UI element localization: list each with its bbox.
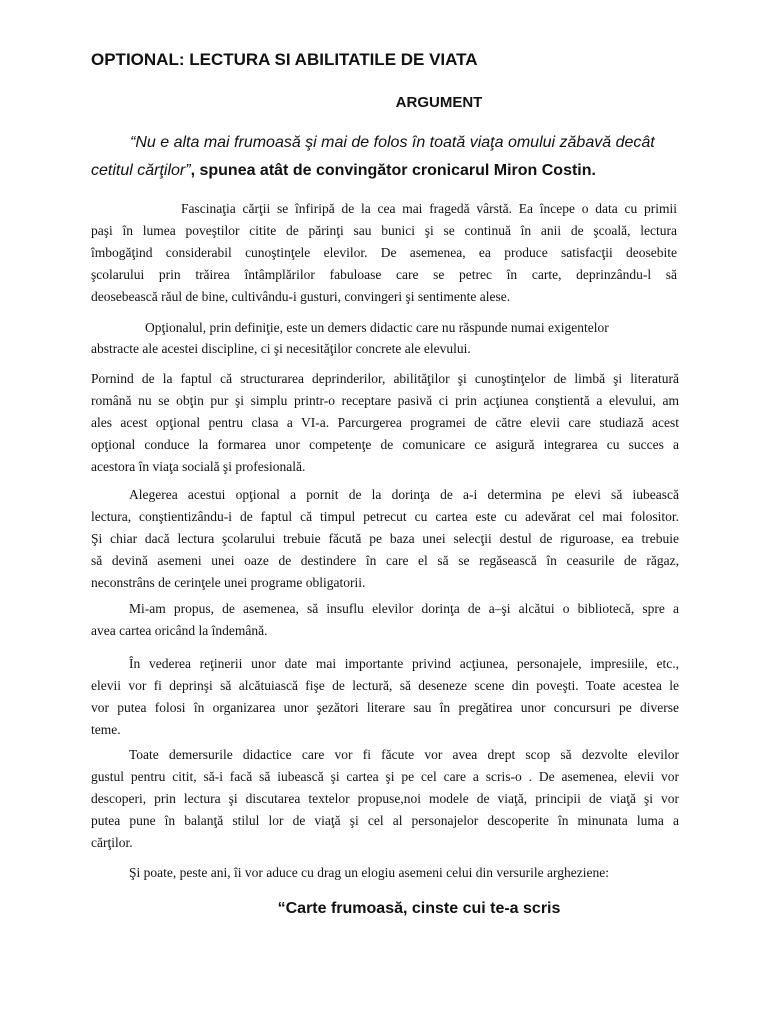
paragraph-line: şcolarului prin trăirea întâmplărilor fabuloase care se petrec în carte, deprinzându-l să [91, 267, 677, 282]
paragraph-8 [91, 862, 679, 884]
paragraph-line: deosebească răul de bine, cultivându-i gusturi, convingeri şi sentimente alese. [91, 289, 511, 304]
paragraph-3 [91, 368, 679, 478]
paragraph-line: Fascinaţia cărţii se înfiripă de la cea mai fragedă vârstă. Ea începe o data cu primii [181, 201, 677, 216]
opening-quote-line-2 [91, 157, 681, 185]
paragraph-line: Şi poate, peste ani, îi vor aduce cu drag un elogiu asemeni celui din versurile argheziene: [129, 865, 609, 880]
paragraph-line: putea pune în balanţă stilul lor de viaţă şi cel al personajelor descoperite în minunata luma a [91, 813, 679, 828]
document-subtitle: ARGUMENT [395, 94, 483, 111]
opening-quote [91, 129, 681, 185]
paragraph-line: neconstrâns de cerinţele unei programe obligatorii. [91, 575, 366, 590]
paragraph-line: ales acest opţional pentru clasa a VI-a. Parcurgerea programei de către elevii care studiază acest [91, 415, 679, 430]
opening-quote-italic-1: “Nu e alta mai frumoasă şi mai de folos în toată viaţa omului zăbavă decât [130, 134, 655, 151]
paragraph-line: În vederea reţinerii unor date mai importante privind acţiunea, personajele, impresiile, etc., [129, 656, 679, 671]
paragraph-line: opţional conduce la formarea unor competenţe de comunicare ce asigură integrarea cu succes a [91, 437, 679, 452]
paragraph-line: paşi în lumea poveştilor citite de părinţi sau bunici şi se continuă în anii de şcoală, lectura [91, 223, 677, 238]
paragraph-1 [91, 198, 677, 308]
paragraph-line: avea cartea oricând la îndemână. [91, 623, 268, 638]
paragraph-6 [91, 653, 679, 741]
opening-quote-line-1 [91, 129, 681, 157]
paragraph-line: îmbogăţind considerabil cunoştinţele elevilor. De asemenea, ea produce satisfacţii deosebite [91, 245, 677, 260]
paragraph-line: Mi-am propus, de asemenea, să insuflu elevilor dorinţa de a–şi alcătui o bibliotecă, spre a [129, 601, 679, 616]
paragraph-line: elevii vor fi deprinşi să alcătuiască fişe de lectură, să deseneze scene din poveşti. Toate acestea le [91, 678, 679, 693]
paragraph-line: română nu se obţin pur şi simplu printr-o receptare pasivă ci prin acţiunea conştientă a elevului, am [91, 393, 679, 408]
paragraph-5 [91, 598, 679, 642]
paragraph-line: cărţilor. [91, 835, 133, 850]
paragraph-line: lectura, conştientizându-i de faptul că timpul petrecut cu cartea este cu adevărat cel mai folositor. [91, 509, 679, 524]
paragraph-4 [91, 484, 679, 594]
paragraph-line: teme. [91, 722, 121, 737]
paragraph-line: vor putea folosi în organizarea unor şezători literare sau în pregătirea unor concursuri pe diverse [91, 700, 679, 715]
opening-quote-attribution: , spunea atât de convingător cronicarul Miron Costin. [190, 162, 596, 179]
paragraph-line: Pornind de la faptul că structurarea deprinderilor, abilităţilor şi cunoştinţelor de limbă şi literatură [91, 371, 679, 386]
paragraph-2 [91, 317, 677, 359]
paragraph-line: gustul pentru citit, să-i facă să iubească şi cartea şi pe cel care a scris-o . De asemenea, elevii vor [91, 769, 679, 784]
paragraph-line: Opţionalul, prin definiţie, este un demers didactic care nu răspunde numai exigentelor [145, 320, 609, 335]
paragraph-line: descoperi, prin lectura şi discutarea textelor propuse,noi modele de viaţă, principii de viaţă şi vor [91, 791, 679, 806]
paragraph-line: să devină asemeni unei oaze de destindere în care el să se regăsească în ceasurile de răgaz, [91, 553, 679, 568]
closing-quote: “Carte frumoasă, cinste cui te-a scris [277, 900, 561, 917]
paragraph-line: Toate demersurile didactice care vor fi făcute vor avea drept scop să dezvolte elevilor [129, 747, 679, 762]
paragraph-line: Alegerea acestui opţional a pornit de la dorinţa de a-i determina pe elevi să iubească [129, 487, 679, 502]
document-title: OPTIONAL: LECTURA SI ABILITATILE DE VIATA [91, 50, 478, 69]
paragraph-7 [91, 744, 679, 854]
paragraph-line: Şi chiar dacă lectura şcolarului trebuie făcută pe baza unei selecţii destul de riguroase, ea trebuie [91, 531, 679, 546]
paragraph-line: abstracte ale acestei discipline, ci şi necesităţilor concrete ale elevului. [91, 341, 471, 356]
paragraph-line: acestora în viaţa socială şi profesională. [91, 459, 306, 474]
opening-quote-italic-2: cetitul cărţilor” [91, 162, 191, 179]
